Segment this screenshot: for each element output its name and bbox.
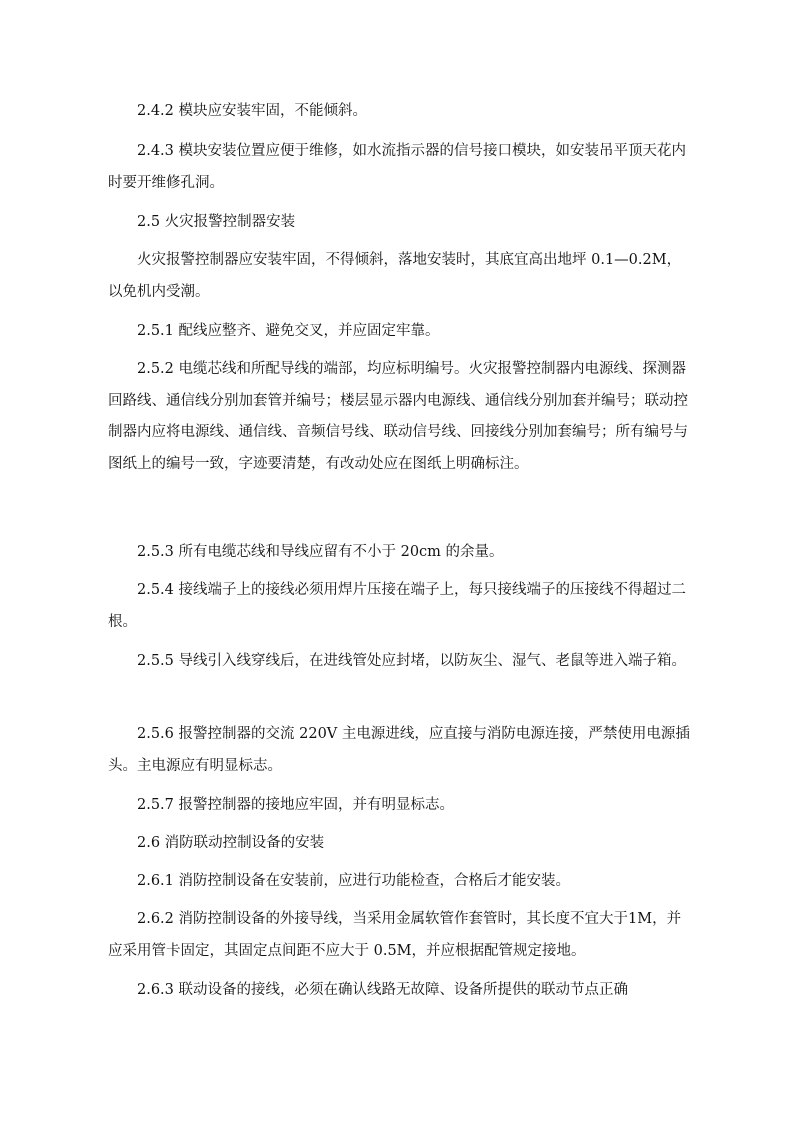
paragraph-2-6-3: 2.6.3 联动设备的接线，必须在确认线路无故障、设备所提供的联动节点正确	[137, 982, 629, 998]
paragraph-2-5-intro: 火灾报警控制器应安装牢固，不得倾斜，落地安装时，其底宜高出地坪 0.1—0.2M，以免机内受潮。	[108, 252, 682, 300]
paragraph-2-5-1: 2.5.1 配线应整齐、避免交叉，并应固定牢靠。	[137, 323, 440, 339]
paragraph-2-5-3: 2.5.3 所有电缆芯线和导线应留有不小于 20cm 的余量。	[137, 544, 504, 560]
paragraph-2-5-7: 2.5.7 报警控制器的接地应牢固，并有明显标志。	[137, 797, 455, 813]
heading-2-6: 2.6 消防联动控制设备的安装	[137, 835, 325, 851]
paragraph-2-5-2: 2.5.2 电缆芯线和所配导线的端部，均应标明编号。火灾报警控制器内电源线、探测器回路线、通信线分别加套管并编号；楼层显示器内电源线、通信线分别加套并编号；联动控制器内应将电源线、通信线、音频信号线、联动信号线、回接线分别加套编号；所有编号与图纸上的编号一致，字迹要清楚，有改动处应在图纸上明确标注。	[108, 361, 688, 472]
paragraph-2-6-2: 2.6.2 消防控制设备的外接导线，当采用金属软管作套管时，其长度不宜大于1M，并应采用管卡固定，其固定点间距不应大于 0.5M，并应根据配管规定接地。	[108, 911, 682, 959]
heading-2-5: 2.5 火灾报警控制器安装	[137, 214, 296, 230]
paragraph-2-6-1: 2.6.1 消防控制设备在安装前，应进行功能检查，合格后才能安装。	[137, 873, 571, 889]
paragraph-2-5-5: 2.5.5 导线引入线穿线后，在进线管处应封堵，以防灰尘、湿气、老鼠等进入端子箱。	[137, 653, 687, 669]
paragraph-2-4-3: 2.4.3 模块安装位置应便于维修，如水流指示器的信号接口模块，如安装吊平顶天花内时要开维修孔洞。	[108, 143, 687, 191]
paragraph-2-5-4: 2.5.4 接线端子上的接线必须用焊片压接在端子上，每只接线端子的压接线不得超过二根。	[108, 582, 687, 630]
paragraph-2-4-2: 2.4.2 模块应安装牢固，不能倾斜。	[137, 103, 368, 119]
paragraph-2-5-6: 2.5.6 报警控制器的交流 220V 主电源进线，应直接与消防电源连接，严禁使用电源插头。主电源应有明显标志。	[108, 726, 690, 774]
